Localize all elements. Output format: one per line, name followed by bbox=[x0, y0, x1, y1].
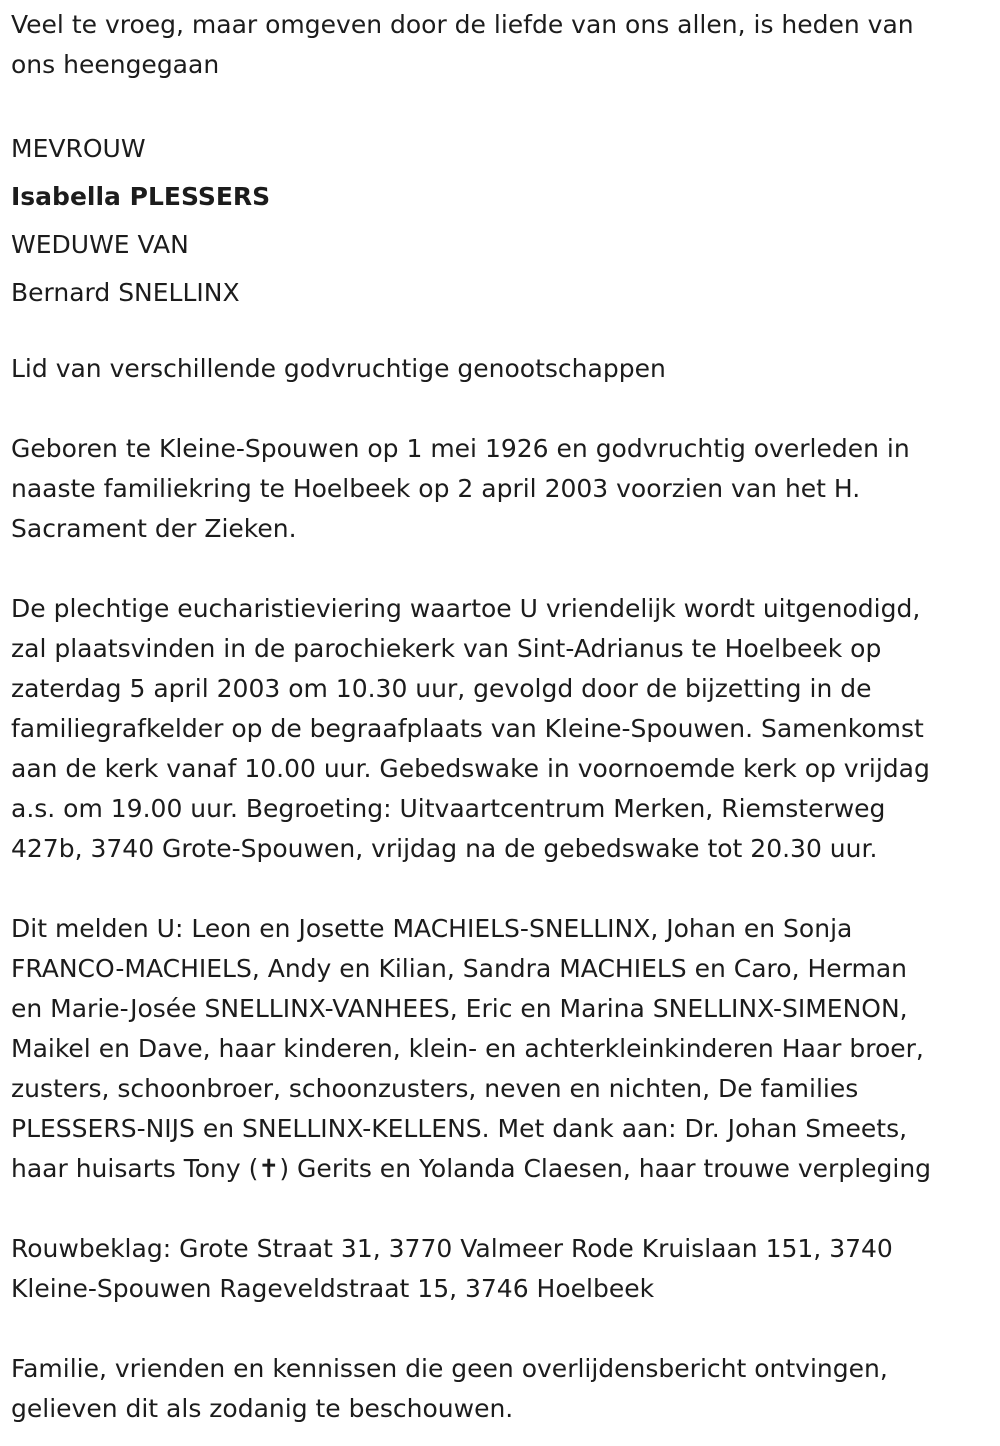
deceased-title: MEVROUW bbox=[11, 134, 146, 163]
condolences-line: Kleine-Spouwen Rageveldstraat 15, 3746 Hoelbeek bbox=[11, 1274, 655, 1303]
service-line: zaterdag 5 april 2003 om 10.30 uur, gevolgd door de bijzetting in de bbox=[11, 674, 872, 703]
deceased-name: Isabella PLESSERS bbox=[11, 182, 271, 211]
closing-paragraph bbox=[11, 1349, 888, 1429]
closing-line: gelieven dit als zodanig te beschouwen. bbox=[11, 1394, 514, 1423]
intro-line: ons heengegaan bbox=[11, 50, 220, 79]
intro-paragraph bbox=[11, 5, 914, 85]
family-line: en Marie-Josée SNELLINX-VANHEES, Eric en Marina SNELLINX-SIMENON, bbox=[11, 994, 908, 1023]
service-line: De plechtige eucharistieviering waartoe U vriendelijk wordt uitgenodigd, bbox=[11, 594, 921, 623]
service-line: a.s. om 19.00 uur. Begroeting: Uitvaartcentrum Merken, Riemsterweg bbox=[11, 794, 886, 823]
family-line bbox=[11, 1149, 931, 1189]
family-line: Maikel en Dave, haar kinderen, klein- en achterkleinkinderen Haar broer, bbox=[11, 1034, 924, 1063]
service-line: familiegrafkelder op de begraafplaats van Kleine-Spouwen. Samenkomst bbox=[11, 714, 924, 743]
service-line: zal plaatsvinden in de parochiekerk van Sint-Adrianus te Hoelbeek op bbox=[11, 634, 882, 663]
deceased-block bbox=[11, 125, 270, 317]
born-paragraph bbox=[11, 429, 910, 549]
service-paragraph bbox=[11, 589, 930, 869]
born-line: Geboren te Kleine-Spouwen op 1 mei 1926 en godvruchtig overleden in bbox=[11, 434, 910, 463]
service-line: 427b, 3740 Grote-Spouwen, vrijdag na de gebedswake tot 20.30 uur. bbox=[11, 834, 878, 863]
membership-line: Lid van verschillende godvruchtige genootschappen bbox=[11, 354, 666, 383]
cross-icon: ✝ bbox=[258, 1154, 280, 1183]
family-line-part: haar huisarts Tony ( bbox=[11, 1154, 259, 1183]
condolences-paragraph bbox=[11, 1229, 893, 1309]
family-line: FRANCO-MACHIELS, Andy en Kilian, Sandra MACHIELS en Caro, Herman bbox=[11, 954, 908, 983]
intro-line: Veel te vroeg, maar omgeven door de liefde van ons allen, is heden van bbox=[11, 10, 914, 39]
family-line: Dit melden U: Leon en Josette MACHIELS-SNELLINX, Johan en Sonja bbox=[11, 914, 853, 943]
service-line: aan de kerk vanaf 10.00 uur. Gebedswake in voornoemde kerk op vrijdag bbox=[11, 754, 930, 783]
deceased-status: WEDUWE VAN bbox=[11, 230, 189, 259]
born-line: Sacrament der Zieken. bbox=[11, 514, 297, 543]
membership-paragraph bbox=[11, 349, 666, 389]
born-line: naaste familiekring te Hoelbeek op 2 april 2003 voorzien van het H. bbox=[11, 474, 861, 503]
family-paragraph bbox=[11, 909, 931, 1189]
family-line: zusters, schoonbroer, schoonzusters, neven en nichten, De families bbox=[11, 1074, 859, 1103]
family-line: PLESSERS-NIJS en SNELLINX-KELLENS. Met dank aan: Dr. Johan Smeets, bbox=[11, 1114, 908, 1143]
closing-line: Familie, vrienden en kennissen die geen overlijdensbericht ontvingen, bbox=[11, 1354, 888, 1383]
family-line-part: ) Gerits en Yolanda Claesen, haar trouwe verpleging bbox=[279, 1154, 932, 1183]
spouse-name: Bernard SNELLINX bbox=[11, 278, 240, 307]
condolences-line: Rouwbeklag: Grote Straat 31, 3770 Valmeer Rode Kruislaan 151, 3740 bbox=[11, 1234, 893, 1263]
